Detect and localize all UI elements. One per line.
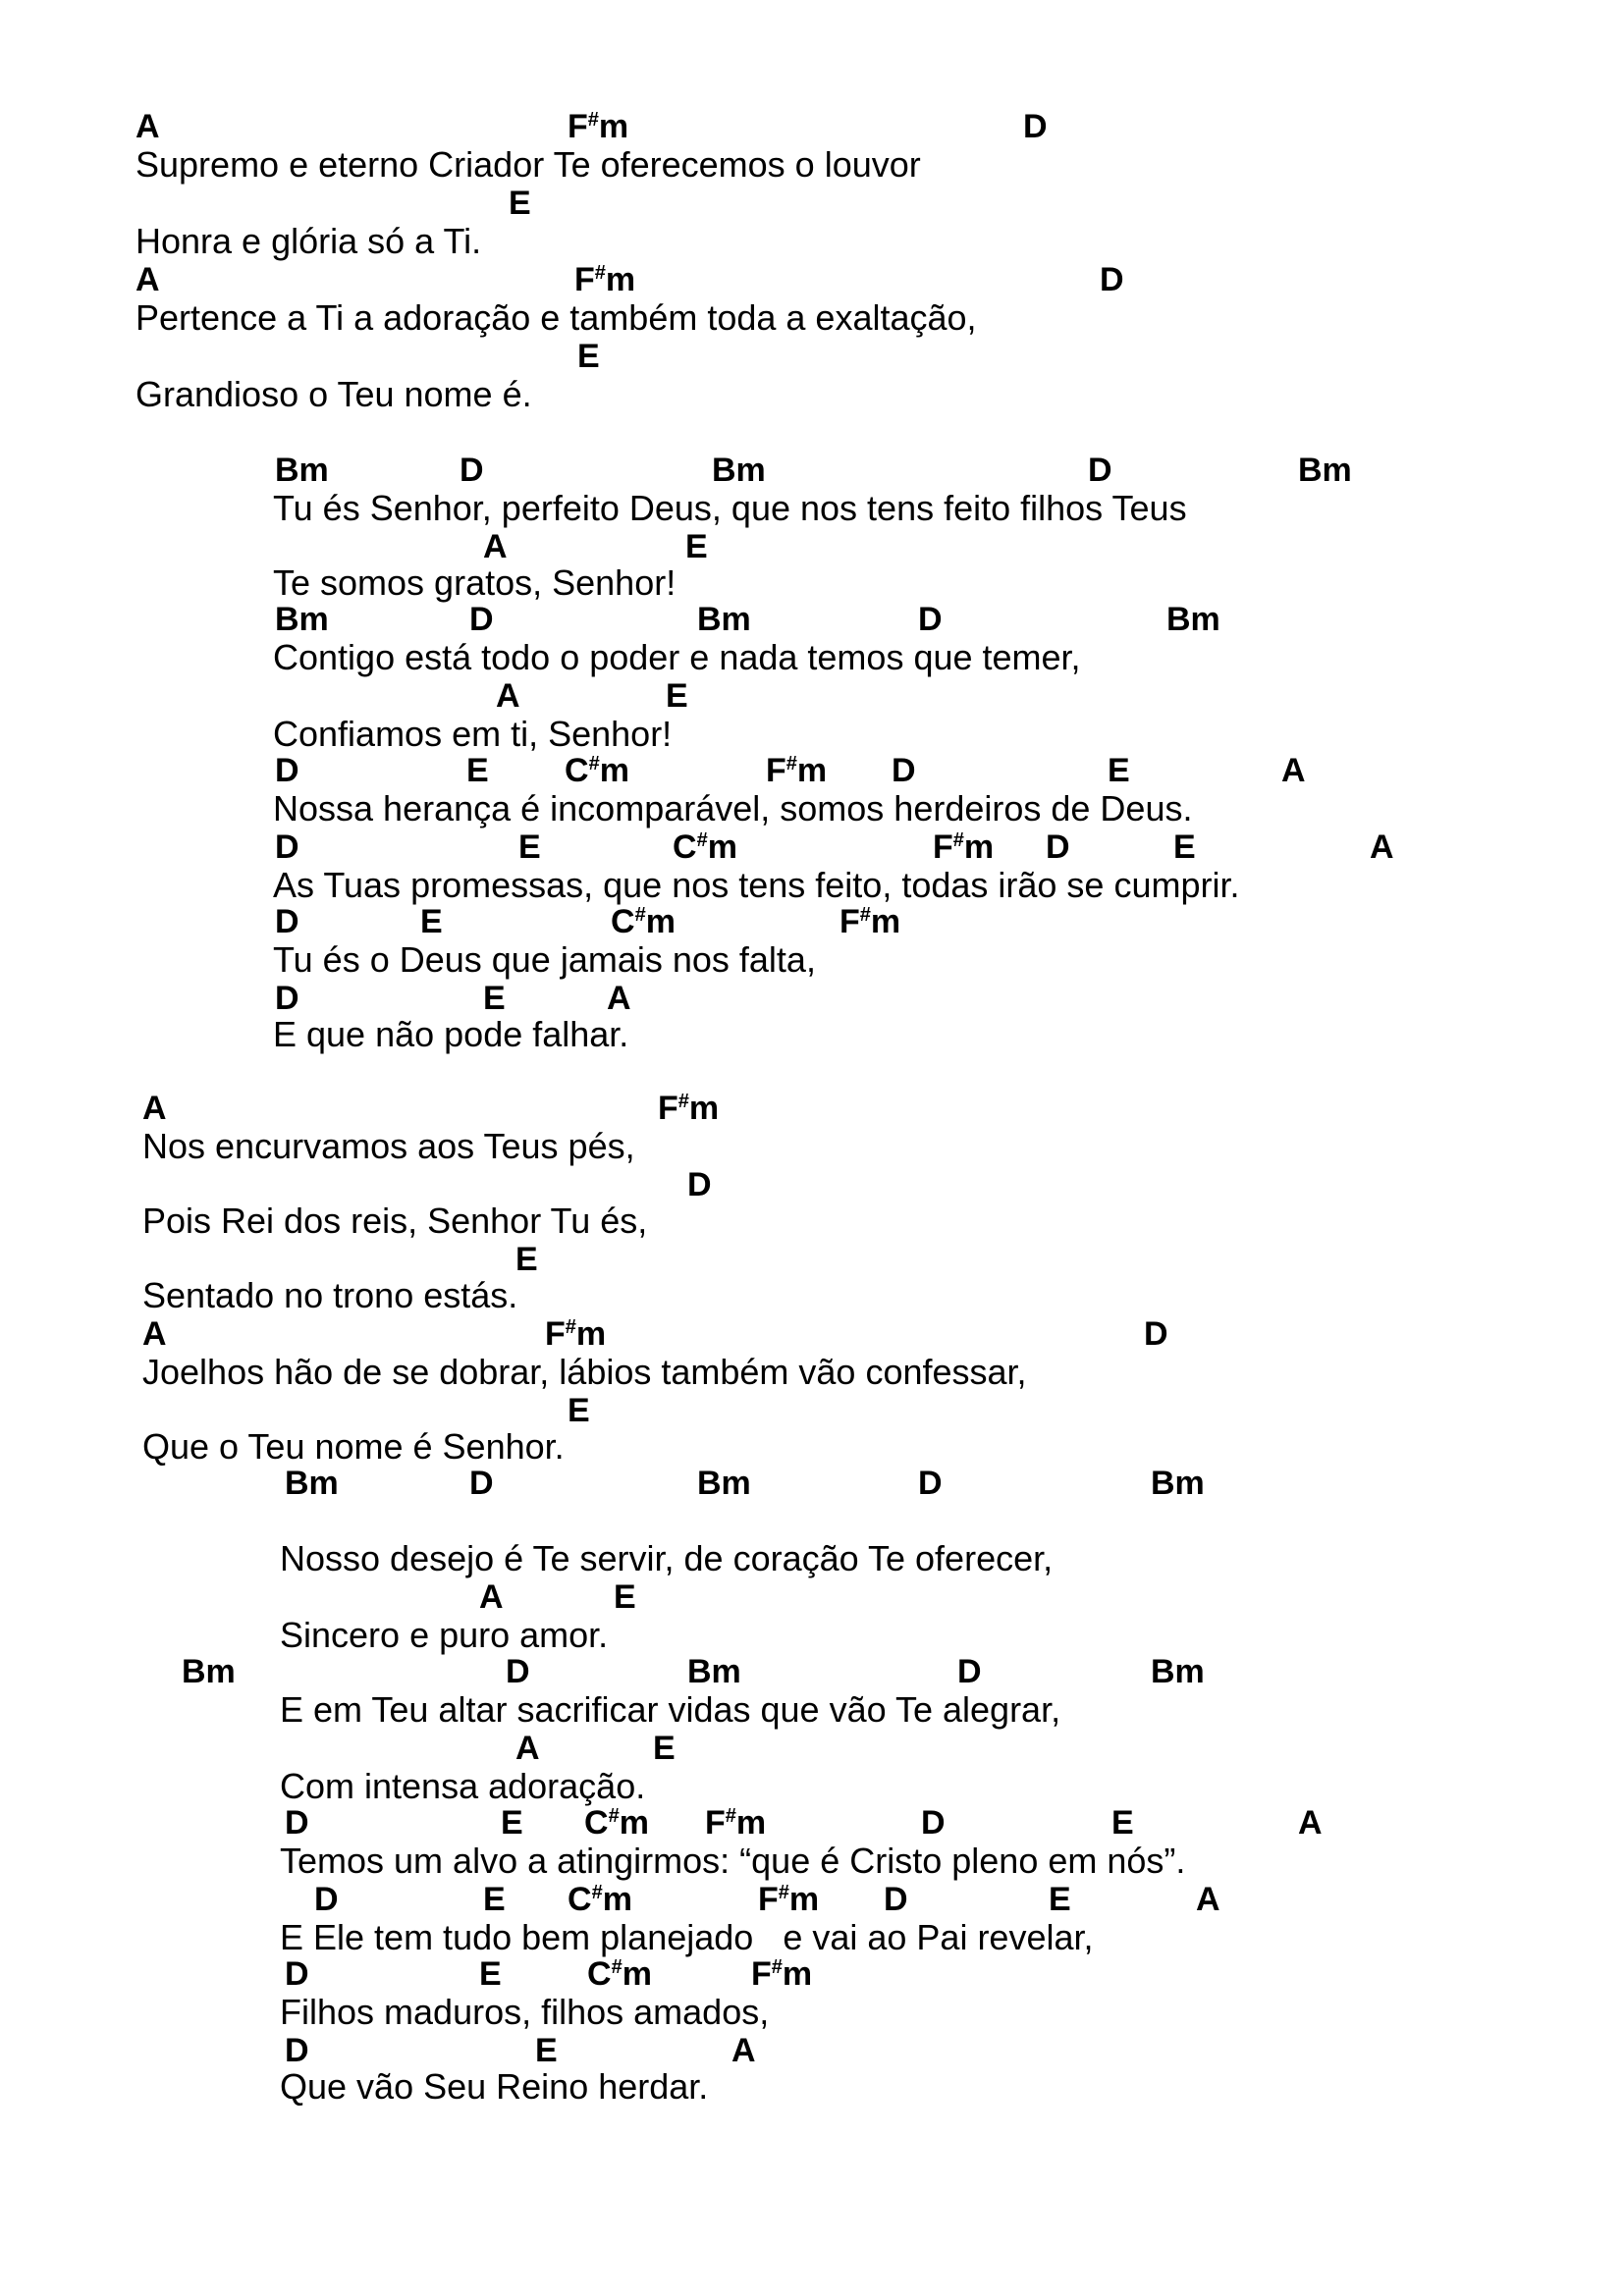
- lyric-line: E Ele tem tudo bem planejado e vai ao Pai revelar,: [280, 1917, 1094, 1957]
- chord: C#m: [568, 1881, 632, 1918]
- chord: D: [275, 903, 299, 940]
- lyric-line: E que não pode falhar.: [273, 1014, 629, 1054]
- chord: Bm: [1151, 1465, 1205, 1502]
- lyric-line: Nossa herança é incomparável, somos herdeiros de Deus.: [273, 788, 1193, 828]
- chord: E: [614, 1578, 636, 1616]
- lyric-line: Sincero e puro amor.: [280, 1615, 609, 1655]
- chord: E: [535, 2032, 558, 2069]
- lyric-line: Nosso desejo é Te servir, de coração Te oferecer,: [280, 1538, 1054, 1578]
- chord: D: [918, 601, 943, 638]
- chord: E: [515, 1241, 538, 1278]
- chord: D: [314, 1881, 339, 1918]
- chord: D: [957, 1653, 982, 1690]
- chord: A: [1196, 1881, 1220, 1918]
- lyric-line: Pois Rei dos reis, Senhor Tu és,: [142, 1201, 648, 1241]
- lyric-line: Que o Teu nome é Senhor.: [142, 1426, 565, 1467]
- lyric-line: Nos encurvamos aos Teus pés,: [142, 1126, 635, 1166]
- chord: D: [892, 752, 916, 789]
- chord: E: [666, 677, 688, 715]
- chord: F#m: [758, 1881, 820, 1918]
- chord: A: [1281, 752, 1306, 789]
- chord: D: [1100, 261, 1124, 298]
- lyric-line: Grandioso o Teu nome é.: [135, 374, 532, 414]
- chord: D: [460, 452, 484, 489]
- chord: D: [921, 1804, 946, 1842]
- lyric-line: Honra e glória só a Ti.: [135, 221, 482, 261]
- chord: Bm: [285, 1465, 339, 1502]
- lyric-line: Supremo e eterno Criador Te oferecemos o louvor: [135, 144, 921, 185]
- chord: D: [506, 1653, 530, 1690]
- chord: A: [479, 1578, 504, 1616]
- chord: A: [1370, 828, 1394, 866]
- chord: E: [1173, 828, 1196, 866]
- chord: F#m: [933, 828, 995, 866]
- chord: F#m: [574, 261, 636, 298]
- lyric-line: Pertence a Ti a adoração e também toda a exaltação,: [135, 297, 977, 338]
- chord: Bm: [1298, 452, 1352, 489]
- lyric-line: Que vão Seu Reino herdar.: [280, 2066, 709, 2107]
- lyric-line: Joelhos hão de se dobrar, lábios também vão confessar,: [142, 1352, 1027, 1392]
- chord: F#m: [751, 1955, 813, 1993]
- chord: F#m: [545, 1315, 607, 1353]
- chord: D: [275, 752, 299, 789]
- chord: Bm: [697, 601, 751, 638]
- chord: D: [469, 601, 494, 638]
- chord: C#m: [673, 828, 737, 866]
- chord: E: [1108, 752, 1130, 789]
- lyric-line: Confiamos em ti, Senhor!: [273, 714, 673, 754]
- chord: Bm: [1151, 1653, 1205, 1690]
- chord: Bm: [697, 1465, 751, 1502]
- lyric-line: Sentado no trono estás.: [142, 1275, 518, 1315]
- chord: D: [285, 2032, 309, 2069]
- lyric-line: Temos um alvo a atingirmos: “que é Cristo pleno em nós”.: [280, 1841, 1186, 1881]
- chord: Bm: [275, 601, 329, 638]
- chord: D: [1046, 828, 1070, 866]
- chord: E: [466, 752, 489, 789]
- lyric-line: Tu és Senhor, perfeito Deus, que nos tens feito filhos Teus: [273, 488, 1187, 528]
- chord: C#m: [587, 1955, 652, 1993]
- chord: E: [577, 338, 600, 375]
- chord: D: [1023, 108, 1048, 145]
- chord: A: [142, 1090, 167, 1127]
- chord: Bm: [1166, 601, 1220, 638]
- lyric-line: Te somos gratos, Senhor!: [273, 562, 677, 603]
- chord: Bm: [182, 1653, 236, 1690]
- chord: E: [653, 1730, 676, 1767]
- chord: Bm: [687, 1653, 741, 1690]
- chord: E: [483, 1881, 506, 1918]
- chord: F#m: [568, 108, 629, 145]
- chord: C#m: [584, 1804, 649, 1842]
- chord: E: [568, 1392, 590, 1429]
- chord: F#m: [705, 1804, 767, 1842]
- chord: D: [275, 828, 299, 866]
- chord: D: [1088, 452, 1112, 489]
- chord: A: [731, 2032, 756, 2069]
- chord: D: [918, 1465, 943, 1502]
- chord: A: [515, 1730, 540, 1767]
- chord: D: [687, 1166, 712, 1203]
- chord: A: [1298, 1804, 1323, 1842]
- chord: C#m: [565, 752, 629, 789]
- chord: D: [884, 1881, 908, 1918]
- chord: D: [285, 1955, 309, 1993]
- chord: E: [1049, 1881, 1071, 1918]
- chord: E: [420, 903, 443, 940]
- chord: D: [1144, 1315, 1168, 1353]
- chord: A: [135, 261, 160, 298]
- chord: D: [469, 1465, 494, 1502]
- chord: E: [685, 528, 708, 565]
- chord: E: [509, 185, 531, 222]
- chord: D: [275, 980, 299, 1017]
- chord: A: [483, 528, 508, 565]
- chord: C#m: [611, 903, 676, 940]
- chord: F#m: [839, 903, 901, 940]
- chord: A: [142, 1315, 167, 1353]
- chord: E: [1111, 1804, 1134, 1842]
- chord: A: [496, 677, 520, 715]
- lyric-line: Tu és o Deus que jamais nos falta,: [273, 939, 816, 980]
- chord: E: [501, 1804, 523, 1842]
- chord: F#m: [658, 1090, 720, 1127]
- lyric-line: E em Teu altar sacrificar vidas que vão Te alegrar,: [280, 1689, 1061, 1730]
- chord: Bm: [275, 452, 329, 489]
- chord: A: [607, 980, 631, 1017]
- chord: F#m: [766, 752, 828, 789]
- lyric-line: As Tuas promessas, que nos tens feito, todas irão se cumprir.: [273, 865, 1240, 905]
- lyric-line: Filhos maduros, filhos amados,: [280, 1992, 770, 2032]
- chord: E: [483, 980, 506, 1017]
- lyric-line: Com intensa adoração.: [280, 1766, 646, 1806]
- chord: A: [135, 108, 160, 145]
- chord: Bm: [712, 452, 766, 489]
- lyric-line: Contigo está todo o poder e nada temos que temer,: [273, 637, 1081, 677]
- chord: E: [518, 828, 541, 866]
- chord: E: [479, 1955, 502, 1993]
- chord: D: [285, 1804, 309, 1842]
